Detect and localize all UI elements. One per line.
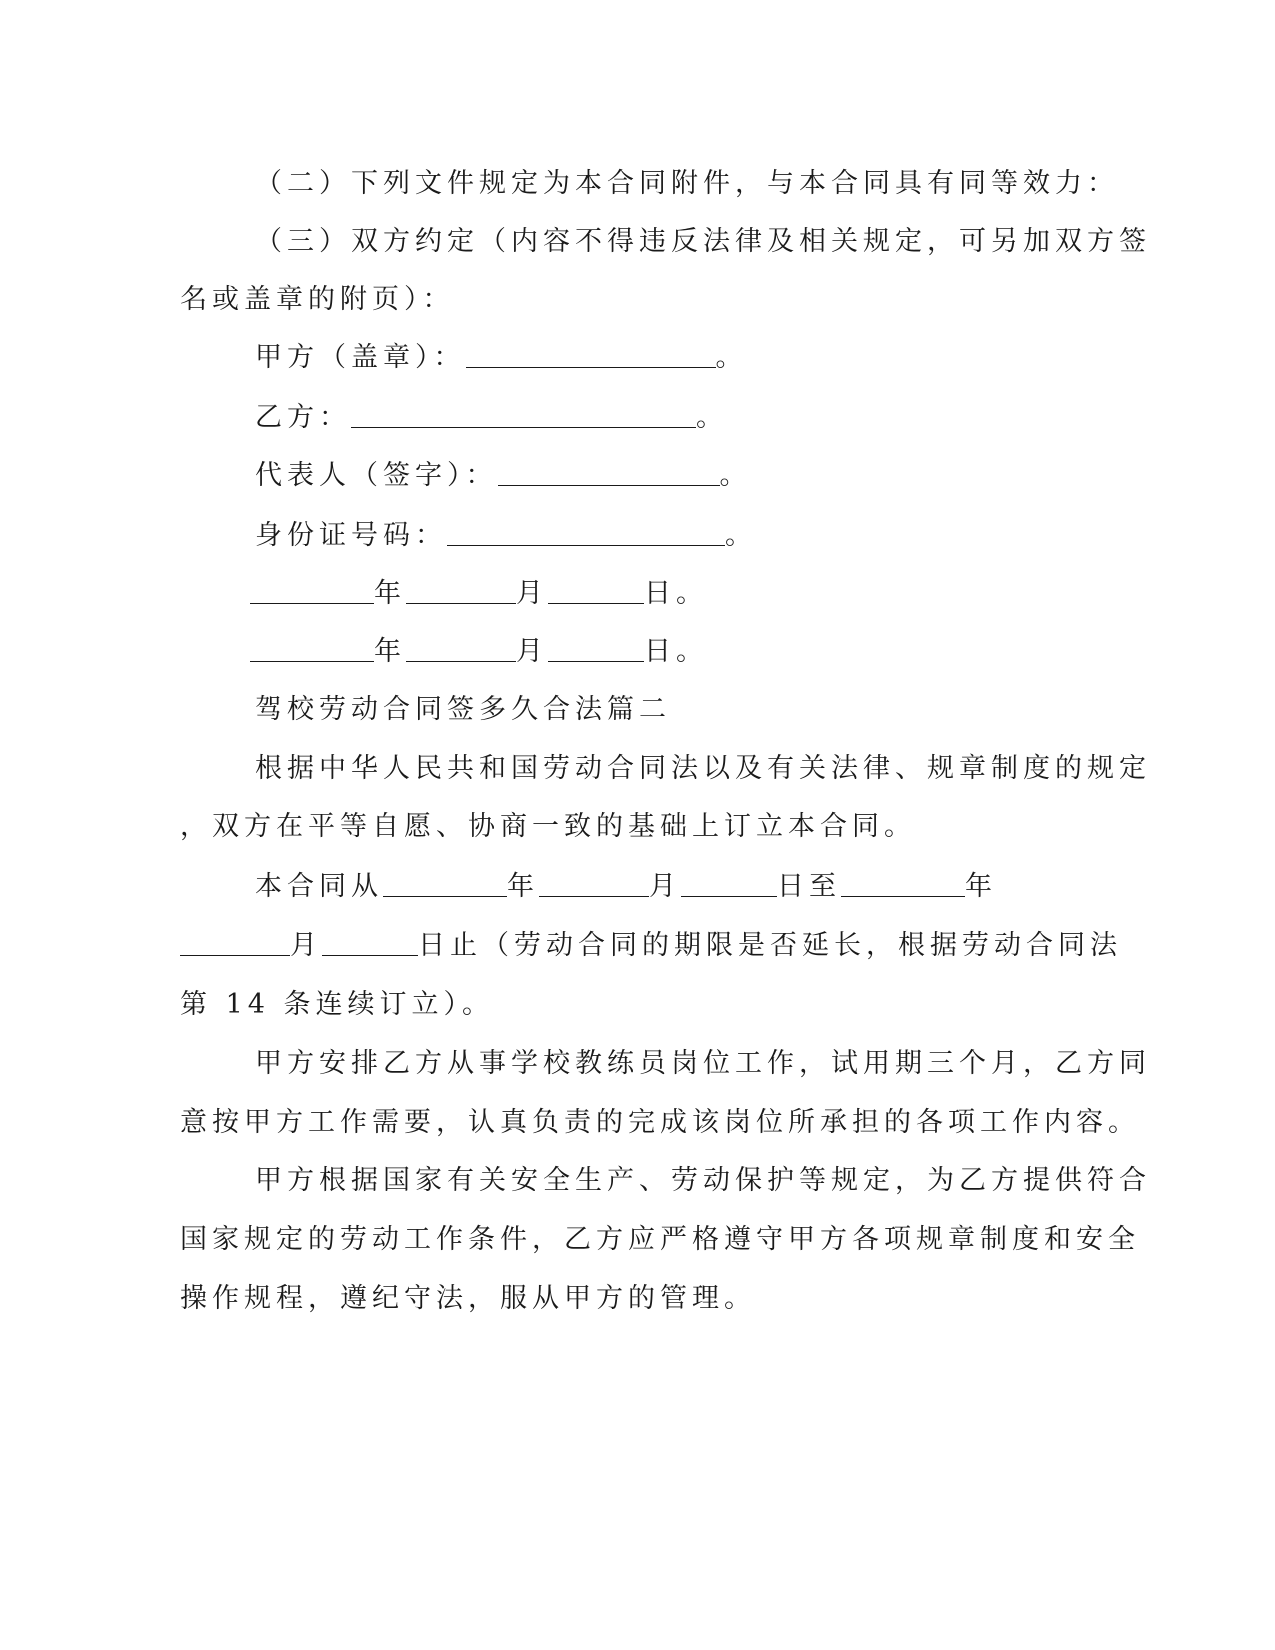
date-line-1 xyxy=(250,576,708,612)
section-heading: 驾校劳动合同签多久合法篇二 xyxy=(255,694,671,725)
day-label: 日。 xyxy=(644,636,708,667)
start-year-blank[interactable] xyxy=(383,870,507,897)
period: 。 xyxy=(719,460,752,491)
signature-representative xyxy=(255,458,752,494)
period: 。 xyxy=(725,520,757,551)
end-year-blank[interactable] xyxy=(841,870,965,897)
para-position-line1: 甲方安排乙方从事学校教练员岗位工作，试用期三个月，乙方同 xyxy=(255,1048,1151,1079)
para-attachments: （二）下列文件规定为本合同附件，与本合同具有同等效力： xyxy=(255,168,1119,199)
month-label: 月 xyxy=(516,578,548,609)
date-line-2 xyxy=(250,634,708,670)
day-to-label: 日至 xyxy=(777,871,841,902)
para-safety-line2: 国家规定的劳动工作条件，乙方应严格遵守甲方各项规章制度和安全 xyxy=(180,1224,1140,1255)
year-label: 年 xyxy=(374,578,406,609)
day-blank[interactable] xyxy=(548,635,644,662)
start-month-blank[interactable] xyxy=(539,870,649,897)
end-month-blank[interactable] xyxy=(180,929,290,956)
month-label: 月 xyxy=(649,871,681,902)
para-safety-line1: 甲方根据国家有关安全生产、劳动保护等规定，为乙方提供符合 xyxy=(255,1165,1151,1196)
party-b-blank[interactable] xyxy=(351,401,696,428)
representative-blank[interactable] xyxy=(498,459,720,486)
year-label: 年 xyxy=(965,871,997,902)
year-blank[interactable] xyxy=(250,577,374,604)
month-blank[interactable] xyxy=(406,577,516,604)
party-a-label: 甲方（盖章）： xyxy=(255,342,466,373)
month-label: 月 xyxy=(290,930,322,961)
start-day-blank[interactable] xyxy=(681,870,777,897)
term-from-label: 本合同从 xyxy=(255,871,383,902)
year-label: 年 xyxy=(507,871,539,902)
contract-term-line1 xyxy=(255,869,997,905)
year-label: 年 xyxy=(374,636,406,667)
day-label: 日。 xyxy=(644,578,708,609)
id-number-blank[interactable] xyxy=(447,519,725,546)
party-a-blank[interactable] xyxy=(466,341,716,368)
contract-term-line2 xyxy=(180,928,1122,964)
month-label: 月 xyxy=(516,636,548,667)
contract-term-line3: 第 14 条连续订立）。 xyxy=(180,989,495,1020)
term-end-text: 日止（劳动合同的期限是否延长，根据劳动合同法 xyxy=(418,930,1122,961)
para-agreement-line1: （三）双方约定（内容不得违反法律及相关规定，可另加双方签 xyxy=(255,226,1151,257)
month-blank[interactable] xyxy=(406,635,516,662)
day-blank[interactable] xyxy=(548,577,644,604)
period: 。 xyxy=(696,402,728,433)
end-day-blank[interactable] xyxy=(322,929,418,956)
para-basis-line2: ，双方在平等自愿、协商一致的基础上订立本合同。 xyxy=(180,811,916,842)
representative-label: 代表人（签字）： xyxy=(255,460,498,491)
period: 。 xyxy=(715,342,748,373)
id-number-label: 身份证号码： xyxy=(255,520,447,551)
para-basis-line1: 根据中华人民共和国劳动合同法以及有关法律、规章制度的规定 xyxy=(255,753,1151,784)
party-b-label: 乙方： xyxy=(255,402,351,433)
signature-party-a xyxy=(255,340,748,376)
para-safety-line3: 操作规程，遵纪守法，服从甲方的管理。 xyxy=(180,1283,756,1314)
para-position-line2: 意按甲方工作需要，认真负责的完成该岗位所承担的各项工作内容。 xyxy=(180,1107,1140,1138)
signature-id-number xyxy=(255,518,757,554)
year-blank[interactable] xyxy=(250,635,374,662)
para-agreement-line2: 名或盖章的附页）： xyxy=(180,284,455,315)
signature-party-b xyxy=(255,400,728,436)
